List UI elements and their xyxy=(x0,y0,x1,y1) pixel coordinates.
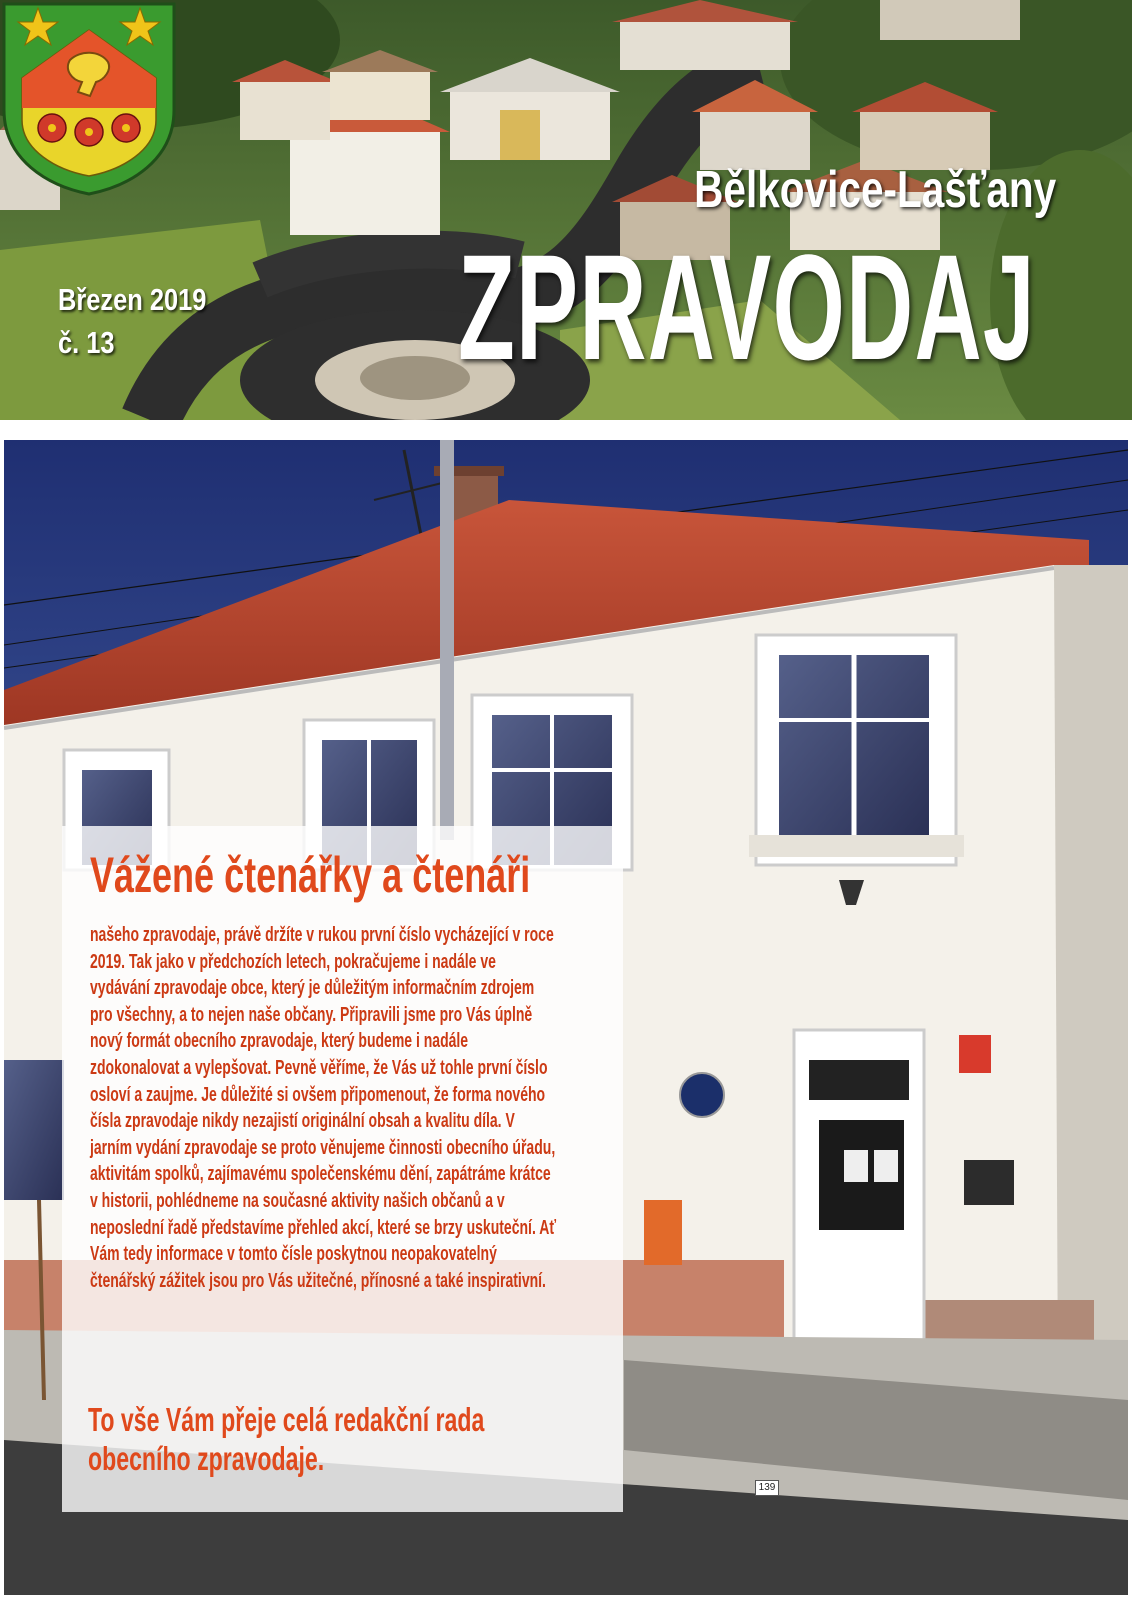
coat-of-arms-icon xyxy=(0,0,178,196)
house-number-plate: 139 xyxy=(755,1480,779,1496)
masthead-title: ZPRAVODAJ xyxy=(458,223,1036,391)
editorial-title: Vážené čtenářky a čtenáři xyxy=(90,847,531,903)
editorial-body: našeho zpravodaje, právě držíte v rukou první číslo vycházející v roce 2019. Tak jako v předchozích letech, pokračujeme i nadále ve vydávání zpravodaje obce, který je důležitým informačním zdrojem pro všechny, a to nejen naše občany. Připravili jsme pro Vás úplně nový formát obecního zpravodaje, který budeme i nadále zdokonalovat a vylepšovat. Pevně věříme, že Vás už tohle první číslo osloví a zaujme. Je důležité si ovšem připomenout, že forma nového čísla zpravodaje nikdy nezajistí originální obsah a kvalitu díla. V jarním vydání zpravodaje se proto věnujeme činnosti obecního úřadu, aktivitám spolků, zajímavému společenskému dění, zapátráme krátce v historii, pohlédneme na současné aktivity našich občanů a v neposlední řadě představíme přehled akcí, které se brzy uskuteční. Ať Vám tedy informace v tomto čísle poskytnou neopakovatelný čtenářský zážitek jsou pro Vás užitečné, přínosné a také inspirativní. xyxy=(90,924,557,1292)
issue-date: Březen 2019 xyxy=(58,282,207,317)
editorial-panel xyxy=(62,826,623,1512)
issue-number: č. 13 xyxy=(58,325,115,360)
cover-header xyxy=(0,0,1132,420)
village-name: Bělkovice-Lašťany xyxy=(693,161,1056,219)
editorial-signoff: To vše Vám přeje celá redakční rada obecního zpravodaje. xyxy=(88,1401,485,1477)
